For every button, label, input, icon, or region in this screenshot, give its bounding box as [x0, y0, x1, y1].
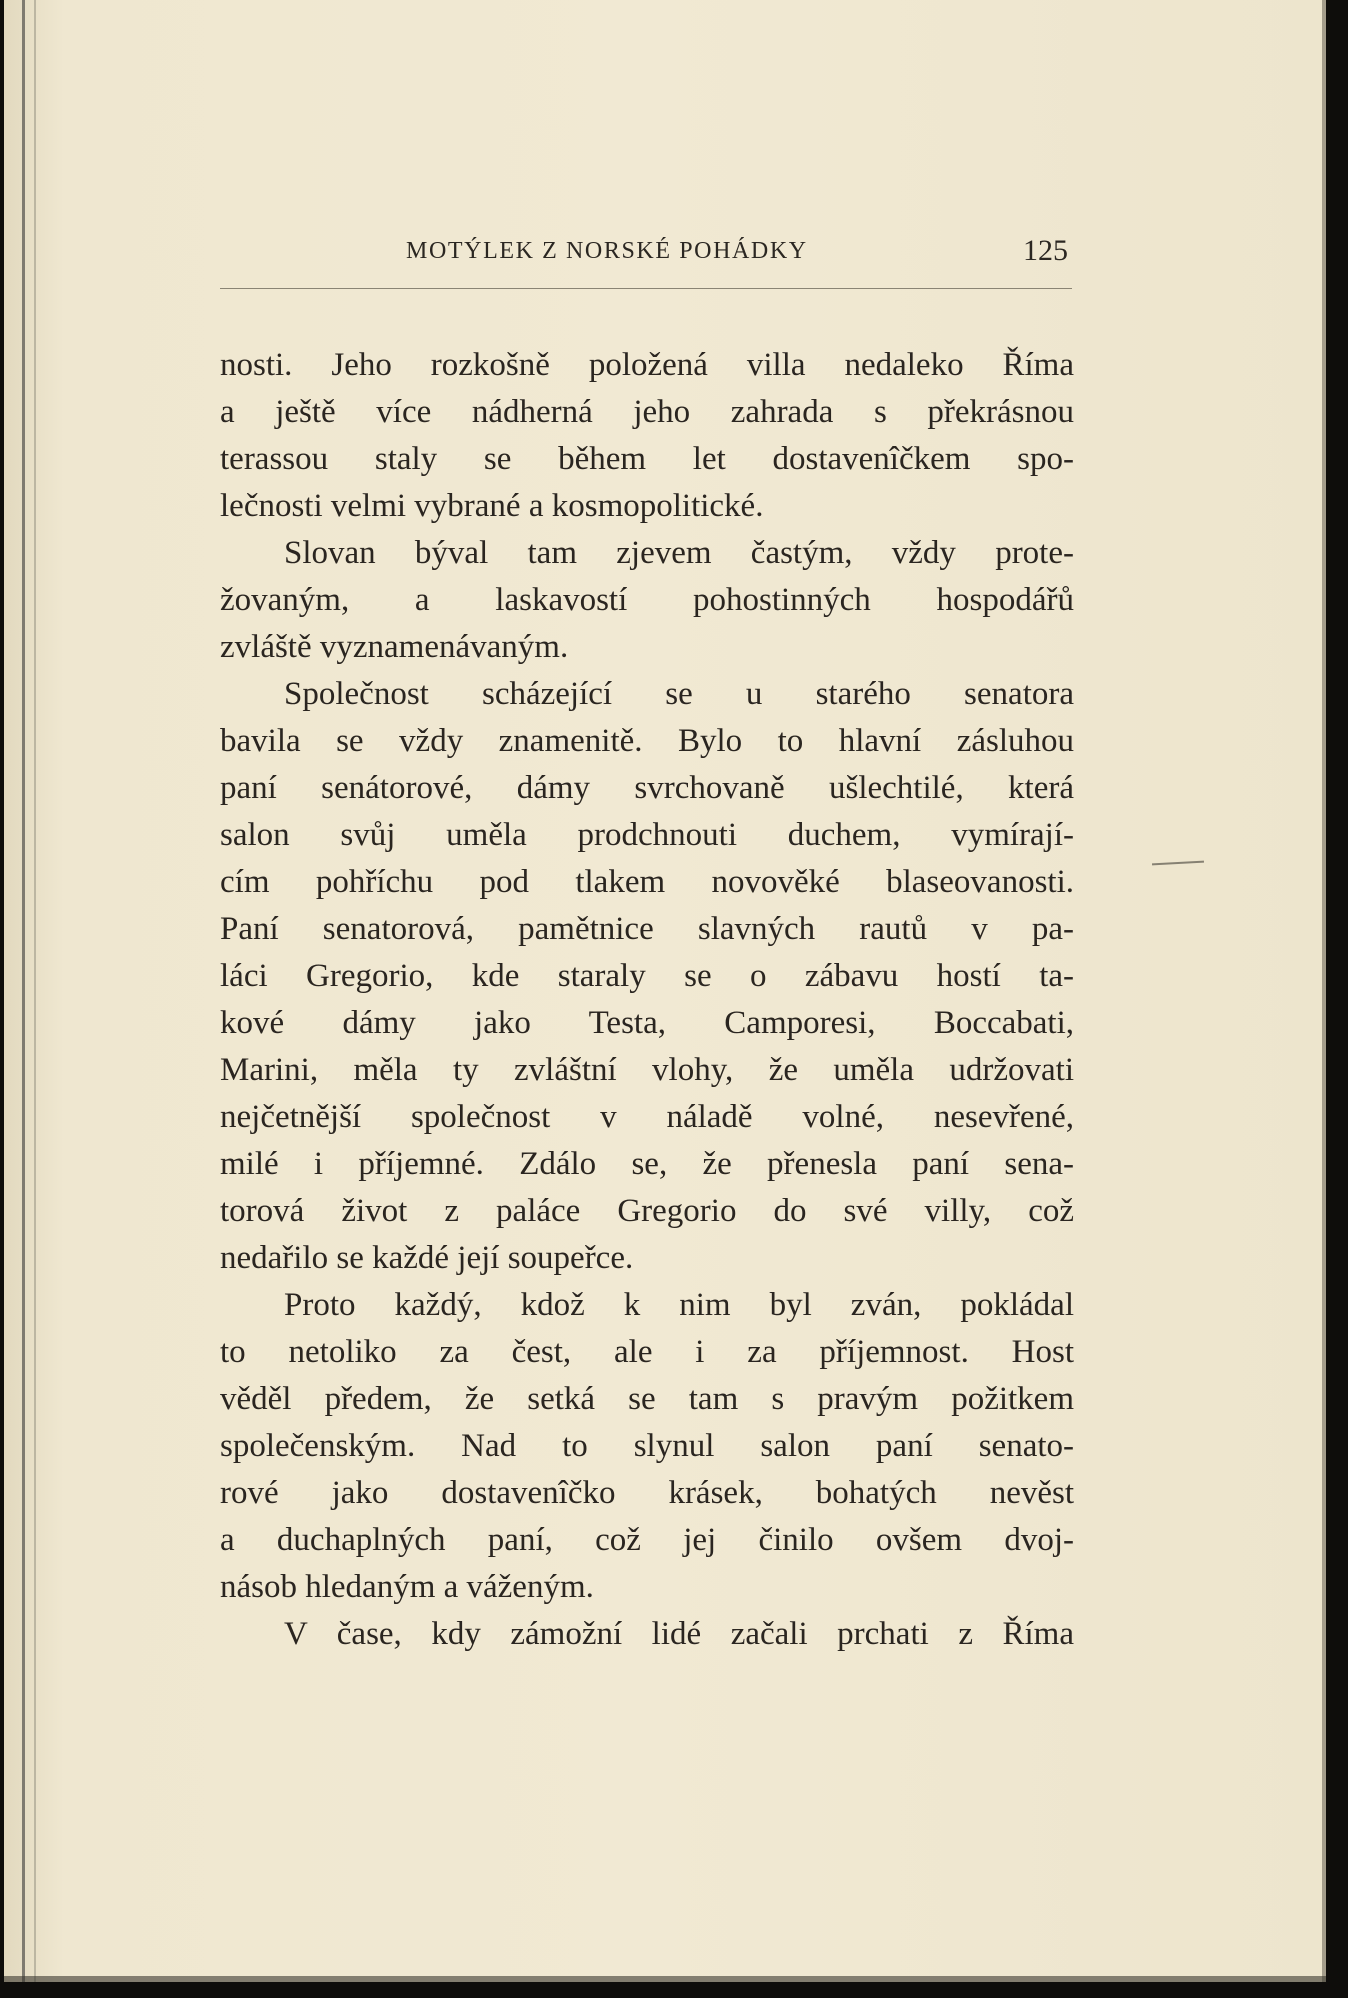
page-right-edge [1322, 0, 1326, 1982]
text-line: Marini, měla ty zvláštní vlohy, že uměla udržovati [220, 1052, 1074, 1088]
text-line: milé i příjemné. Zdálo se, že přenesla paní sena- [220, 1146, 1074, 1182]
text-line: torová život z paláce Gregorio do své villy, což [220, 1193, 1074, 1229]
text-line: násob hledaným a váženým. [220, 1569, 594, 1605]
text-line: věděl předem, že setká se tam s pravým požitkem [220, 1381, 1074, 1417]
text-line: paní senátorové, dámy svrchovaně ušlechtilé, která [220, 770, 1074, 806]
text-line: nejčetnější společnost v náladě volné, nesevřené, [220, 1099, 1074, 1135]
text-line: terassou staly se během let dostavenîčkem spo- [220, 441, 1074, 477]
text-line: salon svůj uměla prodchnouti duchem, vymíraјí- [220, 817, 1074, 853]
text-line: zvláště vyznamenávaným. [220, 629, 569, 665]
gutter-shadow [22, 0, 25, 1982]
text-line: a duchaplných paní, což jej činilo ovšem dvoj- [220, 1522, 1074, 1558]
running-header [220, 232, 1076, 272]
text-line: nosti. Jeho rozkošně položená villa nedaleko Říma [220, 347, 1074, 383]
text-line: rové jako dostavenîčko krásek, bohatých nevěst [220, 1475, 1074, 1511]
gutter-crease [34, 0, 36, 1982]
text-line: Proto každý, kdož k nim byl zván, pokládal [284, 1287, 1074, 1323]
text-line: V čase, kdy zámožní lidé začali prchati z Říma [284, 1616, 1074, 1652]
text-line: nedařilo se každé její soupeřce. [220, 1240, 634, 1276]
margin-pencil-mark [1152, 861, 1204, 866]
text-line: to netoliko za čest, ale i za příjemnost. Host [220, 1334, 1074, 1370]
text-line: a ještě více nádherná jeho zahrada s překrásnou [220, 394, 1074, 430]
text-line: společenským. Nad to slynul salon paní senato- [220, 1428, 1074, 1464]
text-line: bavila se vždy znamenitě. Bylo to hlavní zásluhou [220, 723, 1074, 759]
text-line: lečnosti velmi vybrané a kosmopolitické. [220, 488, 764, 524]
body-text [220, 342, 1074, 1658]
text-line: cím pohříchu pod tlakem novověké blaseovanosti. [220, 864, 1074, 900]
running-title: MOTÝLEK Z NORSKÉ POHÁDKY [406, 238, 808, 264]
page-bottom-edge [4, 1976, 1326, 1982]
text-line: Paní senatorová, pamětnice slavných rautů v pa- [220, 911, 1074, 947]
book-page [4, 0, 1326, 1982]
text-line: Slovan býval tam zjevem častým, vždy prote- [284, 535, 1074, 571]
text-line: kové dámy jako Testa, Camporesi, Boccabati, [220, 1005, 1074, 1041]
page-number: 125 [1023, 234, 1068, 267]
header-rule [220, 288, 1072, 289]
text-line: láci Gregorio, kde staraly se o zábavu hostí ta- [220, 958, 1074, 994]
text-line: Společnost scházející se u starého senatora [284, 676, 1074, 712]
text-line: žovaným, a laskavostí pohostinných hospodářů [220, 582, 1074, 618]
